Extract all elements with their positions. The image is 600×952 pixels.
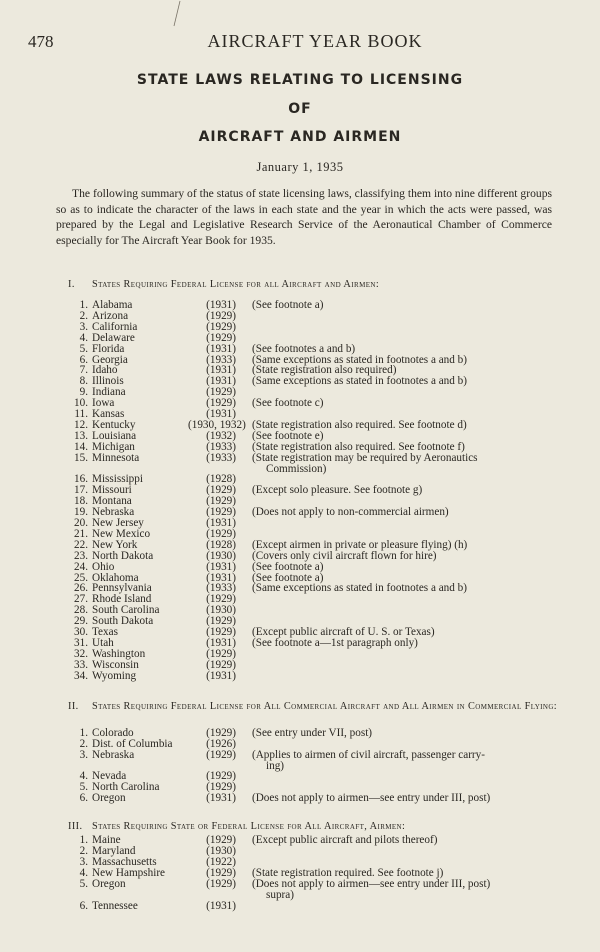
state-name: New York (92, 539, 138, 551)
state-name: New Hampshire (92, 867, 166, 879)
entry-number: 12. (74, 419, 88, 431)
act-year: (1926) (206, 738, 236, 750)
entry-number: 1. (79, 299, 88, 311)
state-entry-row (0, 670, 600, 682)
act-year: (1929) (206, 749, 236, 761)
act-year: (1931) (206, 364, 236, 376)
entry-note: (See entry under VII, post) (252, 727, 373, 739)
state-name: Alabama (92, 299, 133, 311)
act-year: (1929) (206, 878, 236, 890)
entry-number: 5. (79, 343, 88, 355)
state-name: Nebraska (92, 506, 135, 518)
entry-number: 16. (74, 473, 88, 485)
state-name: Louisiana (92, 430, 137, 442)
entry-number: 7. (79, 364, 88, 376)
act-year: (1931) (206, 343, 236, 355)
entry-note: (Does not apply to airmen—see entry under III, post) (252, 878, 491, 890)
entry-note: (State registration also required. See footnote d) (252, 419, 467, 431)
title-line-3: AIRCRAFT AND AIRMEN (198, 129, 402, 145)
act-year: (1929) (206, 310, 236, 322)
entry-number: 20. (74, 517, 88, 529)
entry-number: 23. (74, 550, 88, 562)
entry-number: 5. (79, 878, 88, 890)
entry-number: 1. (79, 727, 88, 739)
state-name: Nebraska (92, 749, 135, 761)
entry-number: 24. (74, 561, 88, 573)
state-name: Missouri (92, 484, 132, 496)
document-date: January 1, 1935 (256, 160, 344, 174)
entry-number: 26. (74, 582, 88, 594)
entry-number: 29. (74, 615, 88, 627)
entry-number: 25. (74, 572, 88, 584)
act-year: (1931) (206, 517, 236, 529)
state-entry-row (0, 749, 600, 772)
state-name: Georgia (92, 354, 128, 366)
section-heading-text: States Requiring Federal License for all Aircraft and Airmen: (92, 279, 380, 290)
act-year: (1931) (206, 561, 236, 573)
entry-number: 4. (79, 770, 88, 782)
state-name: South Carolina (92, 604, 160, 616)
state-name: Idaho (92, 364, 118, 376)
state-name: Illinois (92, 375, 124, 387)
act-year: (1929) (206, 506, 236, 518)
title-line-2: OF (288, 101, 312, 117)
state-name: Delaware (92, 332, 135, 344)
entry-note: (See footnote a—1st paragraph only) (252, 637, 418, 649)
state-name: New Mexico (92, 528, 151, 540)
entry-number: 27. (74, 593, 88, 605)
state-name: Michigan (92, 441, 135, 453)
state-name: Texas (92, 626, 118, 638)
act-year: (1932) (206, 430, 236, 442)
entry-number: 15. (74, 452, 88, 464)
entry-note-continuation: supra) (266, 889, 294, 901)
state-name: Oklahoma (92, 572, 139, 584)
act-year: (1931) (206, 408, 236, 420)
entry-number: 17. (74, 484, 88, 496)
act-year: (1931) (206, 299, 236, 311)
entry-number: 34. (74, 670, 88, 682)
state-name: Minnesota (92, 452, 140, 464)
state-entry-row (0, 878, 600, 901)
act-year: (1929) (206, 615, 236, 627)
running-head: AIRCRAFT YEAR BOOK (207, 31, 423, 51)
act-year: (1929) (206, 593, 236, 605)
act-year: (1931) (206, 792, 236, 804)
entry-note-continuation: Commission) (266, 463, 327, 475)
act-year: (1929) (206, 321, 236, 333)
state-name: Ohio (92, 561, 115, 573)
state-name: Maryland (92, 845, 136, 857)
entry-note: (See footnotes a and b) (252, 343, 356, 355)
state-name: Arizona (92, 310, 129, 322)
title-line-1: STATE LAWS RELATING TO LICENSING (136, 72, 464, 88)
state-name: Dist. of Columbia (92, 738, 173, 750)
act-year: (1929) (206, 626, 236, 638)
state-name: Maine (92, 834, 121, 846)
entry-number: 19. (74, 506, 88, 518)
entry-note: (Except public aircraft of U. S. or Texas) (252, 626, 435, 638)
state-entry-row (0, 452, 600, 475)
state-name: Wisconsin (92, 659, 139, 671)
act-year: (1929) (206, 781, 236, 793)
state-name: Indiana (92, 386, 126, 398)
intro-paragraph: The following summary of the status of state licensing laws, classifying them into nine different groups so as to indicate the character of the laws in each state and the year in which the acts were passed, was prepared by the Legal and Legislative Research Service of the Aeronautical Chamber of Commerce especially for The Aircraft Year Book for 1935. (56, 187, 552, 247)
state-name: Montana (92, 495, 132, 507)
entry-note: (Does not apply to non-commercial airmen) (252, 506, 449, 518)
act-year: (1930) (206, 845, 236, 857)
act-year: (1929) (206, 495, 236, 507)
entry-number: 4. (79, 867, 88, 879)
pencil-mark (172, 0, 182, 28)
entry-number: 3. (79, 856, 88, 868)
entry-note: (State registration may be required by Aeronautics (252, 452, 478, 464)
entry-note: (Same exceptions as stated in footnotes a and b) (252, 375, 467, 387)
entry-note: (See footnote c) (252, 397, 324, 409)
act-year: (1929) (206, 770, 236, 782)
entry-note: (Same exceptions as stated in footnotes a and b) (252, 354, 467, 366)
entry-number: 8. (79, 375, 88, 387)
act-year: (1933) (206, 354, 236, 366)
entry-note: (State registration also required) (252, 364, 397, 376)
act-year: (1928) (206, 539, 236, 551)
act-year: (1931) (206, 670, 236, 682)
act-year: (1933) (206, 441, 236, 453)
state-name: Massachusetts (92, 856, 157, 868)
entry-number: 31. (74, 637, 88, 649)
entry-number: 28. (74, 604, 88, 616)
act-year: (1929) (206, 332, 236, 344)
state-name: Nevada (92, 770, 127, 782)
entry-note: (Covers only civil aircraft flown for hire) (252, 550, 437, 562)
entry-number: 30. (74, 626, 88, 638)
act-year: (1933) (206, 452, 236, 464)
section-numeral: III. (68, 821, 83, 832)
state-entry-row (0, 900, 600, 912)
entry-number: 9. (79, 386, 88, 398)
section-heading (68, 701, 558, 714)
state-name: Rhode Island (92, 593, 152, 605)
entry-note: (State registration also required. See footnote f) (252, 441, 465, 453)
state-name: Wyoming (92, 670, 137, 682)
act-year: (1929) (206, 834, 236, 846)
entry-note: (See footnote a) (252, 572, 324, 584)
section-heading-text: States Requiring State or Federal License for All Aircraft, Airmen: (92, 821, 406, 832)
entry-note: (See footnote a) (252, 561, 324, 573)
act-year: (1928) (206, 473, 236, 485)
entry-number: 3. (79, 321, 88, 333)
entry-number: 1. (79, 834, 88, 846)
act-year: (1930, 1932) (188, 419, 246, 431)
state-name: Pennsylvania (92, 582, 152, 594)
entry-number: 2. (79, 310, 88, 322)
state-name: Oregon (92, 878, 126, 890)
entry-number: 5. (79, 781, 88, 793)
state-name: North Carolina (92, 781, 160, 793)
act-year: (1930) (206, 604, 236, 616)
entry-note: (State registration required. See footnote j) (252, 867, 444, 879)
entry-number: 3. (79, 749, 88, 761)
entry-number: 4. (79, 332, 88, 344)
act-year: (1931) (206, 637, 236, 649)
state-name: North Dakota (92, 550, 154, 562)
entry-note-continuation: ing) (266, 760, 285, 772)
state-name: Oregon (92, 792, 126, 804)
entry-note: (See footnote e) (252, 430, 324, 442)
section-heading (68, 821, 558, 834)
entry-note: (Except airmen in private or pleasure flying) (h) (252, 539, 468, 551)
state-name: California (92, 321, 138, 333)
act-year: (1931) (206, 572, 236, 584)
entry-note: (Except public aircraft and pilots thereof) (252, 834, 438, 846)
page-number: 478 (28, 32, 54, 51)
act-year: (1929) (206, 386, 236, 398)
state-name: Colorado (92, 727, 134, 739)
state-name: Kentucky (92, 419, 136, 431)
state-name: Utah (92, 637, 114, 649)
section-numeral: I. (68, 279, 75, 290)
state-name: Washington (92, 648, 146, 660)
entry-number: 6. (79, 792, 88, 804)
entry-note: (Same exceptions as stated in footnotes a and b) (252, 582, 467, 594)
state-entry-row (0, 792, 600, 804)
entry-number: 2. (79, 738, 88, 750)
act-year: (1931) (206, 900, 236, 912)
state-name: New Jersey (92, 517, 144, 529)
act-year: (1929) (206, 484, 236, 496)
entry-number: 11. (74, 408, 88, 420)
act-year: (1929) (206, 397, 236, 409)
entry-number: 13. (74, 430, 88, 442)
act-year: (1929) (206, 867, 236, 879)
act-year: (1931) (206, 375, 236, 387)
entry-number: 14. (74, 441, 88, 453)
entry-number: 33. (74, 659, 88, 671)
section-numeral: II. (68, 701, 79, 712)
act-year: (1922) (206, 856, 236, 868)
state-name: Tennessee (92, 900, 138, 912)
act-year: (1929) (206, 528, 236, 540)
act-year: (1930) (206, 550, 236, 562)
entry-number: 2. (79, 845, 88, 857)
act-year: (1929) (206, 648, 236, 660)
entry-number: 21. (74, 528, 88, 540)
act-year: (1929) (206, 659, 236, 671)
entry-note: (See footnote a) (252, 299, 324, 311)
entry-note: (Does not apply to airmen—see entry under III, post) (252, 792, 491, 804)
section-heading-text: States Requiring Federal License for All Commercial Aircraft and All Airmen in Commercial Flying: (92, 701, 558, 712)
entry-number: 22. (74, 539, 88, 551)
entry-number: 18. (74, 495, 88, 507)
act-year: (1929) (206, 727, 236, 739)
entry-note: (Applies to airmen of civil aircraft, passenger carry- (252, 749, 485, 761)
state-name: South Dakota (92, 615, 154, 627)
entry-number: 6. (79, 900, 88, 912)
state-name: Kansas (92, 408, 125, 420)
entry-number: 10. (74, 397, 88, 409)
act-year: (1933) (206, 582, 236, 594)
entry-number: 32. (74, 648, 88, 660)
entry-note: (Except solo pleasure. See footnote g) (252, 484, 423, 496)
state-name: Mississippi (92, 473, 143, 485)
section-heading (68, 279, 558, 292)
state-name: Iowa (92, 397, 115, 409)
entry-number: 6. (79, 354, 88, 366)
state-name: Florida (92, 343, 125, 355)
